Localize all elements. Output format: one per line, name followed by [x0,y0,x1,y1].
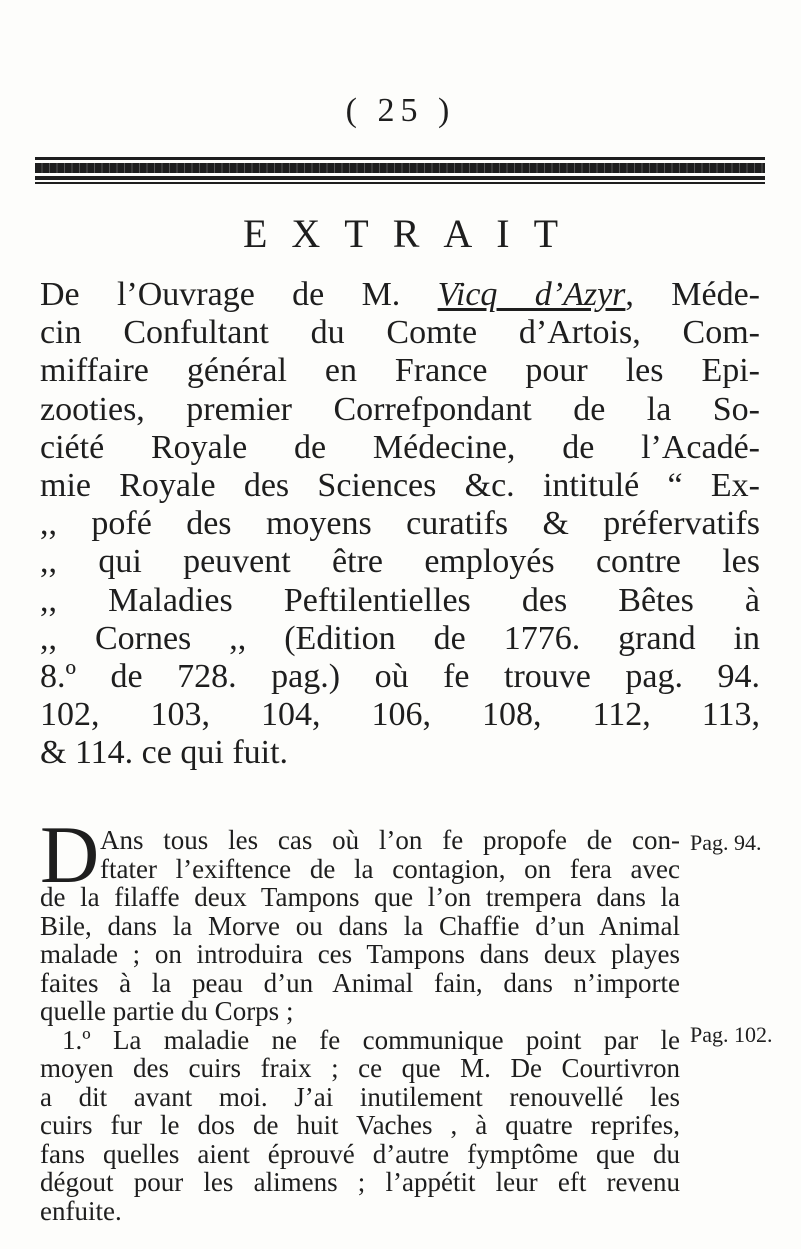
drop-cap: D [40,809,100,900]
body-paragraph [40,826,680,1225]
section-title: EXTRAIT [242,211,583,256]
intro-line: zooties, premier Correfpondant de la So- [40,390,760,428]
body-line: ftater l’exiftence de la contagion, on fera avec [100,853,680,884]
intro-line: De l’Ouvrage de M. Vicq d’Azyr, Méde- [40,276,760,313]
intro-paragraph [40,276,760,773]
intro-line: ,, pofé des moyens curatifs & préfervatifs [40,505,760,543]
body-line: Bile, dans la Morve ou dans la Chaffie d’un Animal [40,910,680,941]
body-line: a dit avant moi. J’ai inutilement renouvellé les [40,1081,680,1112]
body-line: malade ; on introduira ces Tampons dans deux playes [40,939,680,969]
intro-line: 8.º de 728. pag.) où fe trouve pag. 94. [40,658,760,696]
intro-line: ,, Cornes ,, (Edition de 1776. grand in [40,619,760,657]
intro-line: ciété Royale de Médecine, de l’Acadé- [40,428,760,466]
author-name: Vicq d’Azyr [437,276,626,313]
body-line: de la filaffe deux Tampons que l’on trempera dans la [40,882,680,912]
body-line: quelle partie du Corps ; [40,996,294,1026]
body-line: faites à la peau d’un Animal fain, dans n’importe [40,967,680,998]
body-line: fans quelles aient éprouvé d’autre fymptôme que du [40,1138,680,1169]
intro-line: 102, 103, 104, 106, 108, 112, 113, [40,696,760,734]
intro-line: mie Royale des Sciences &c. intitulé “ Ex- [40,467,760,505]
intro-line: ,, qui peuvent être employés contre les [40,543,760,581]
decorative-header-rule [35,157,765,185]
body-line: 1.º La maladie ne fe communique point par le [62,1024,680,1055]
intro-line: miffaire général en France pour les Epi- [40,352,760,390]
intro-line: & 114. ce qui fuit. [40,734,289,772]
body-line: Ans tous les cas où l’on fe propofe de con- [100,825,680,855]
page-number: ( 25 ) [345,92,456,129]
body-line: moyen des cuirs fraix ; ce que M. De Courtivron [40,1053,680,1083]
margin-note-page-ref: Pag. 102. [690,1022,773,1047]
intro-line: cin Confultant du Comte d’Artois, Com- [40,314,760,352]
body-line: cuirs fur le dos de huit Vaches , à quatre reprifes, [40,1110,680,1140]
intro-line: ,, Maladies Peftilentielles des Bêtes à [40,581,760,619]
body-line: enfuite. [40,1195,122,1226]
body-line: dégout pour les alimens ; l’appétit leur eft revenu [40,1167,680,1197]
margin-note-page-ref: Pag. 94. [690,830,762,855]
